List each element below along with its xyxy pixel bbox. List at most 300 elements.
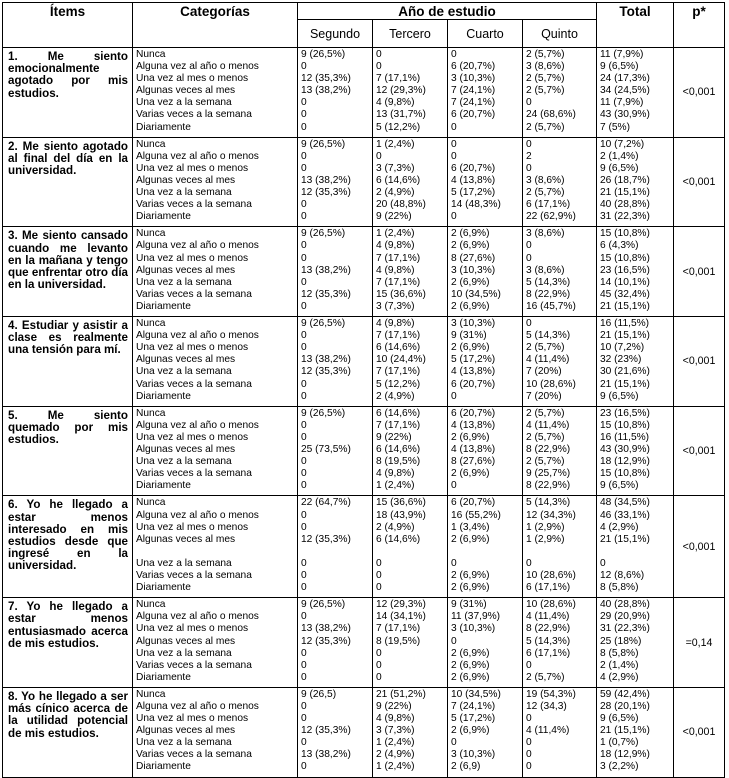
total-cell <box>597 496 674 598</box>
tercero-value: 3 (7,3%) <box>376 300 415 312</box>
segundo-value: 0 <box>301 761 307 773</box>
tercero-value: 1 (2,4%) <box>376 761 415 773</box>
tercero-value: 1 (2,4%) <box>376 138 415 150</box>
category-value: Alguna vez al año o menos <box>136 150 259 162</box>
quinto-value: 12 (34,3) <box>526 701 567 713</box>
quinto-value: 0 <box>526 138 532 150</box>
quinto-value: 12 (34,3%) <box>526 509 576 521</box>
segundo-cell <box>298 227 373 317</box>
quinto-value: 22 (62,9%) <box>526 211 576 223</box>
tercero-value: 7 (17,1%) <box>376 366 421 378</box>
tercero-value: 2 (4,9%) <box>376 390 415 402</box>
total-cell <box>597 687 674 777</box>
segundo-value: 12 (35,3%) <box>301 73 351 85</box>
quinto-value: 0 <box>526 659 532 671</box>
tercero-cell <box>373 496 448 598</box>
category-cell <box>133 687 298 777</box>
quinto-value: 3 (8,6%) <box>526 61 565 73</box>
p-value: <0,001 <box>674 406 725 496</box>
segundo-cell <box>298 598 373 688</box>
cuarto-cell <box>448 48 523 138</box>
total-value: 24 (17,3%) <box>600 73 650 85</box>
segundo-value: 0 <box>301 378 307 390</box>
total-value: 26 (18,7%) <box>600 174 650 186</box>
cuarto-value: 2 (6,9%) <box>451 431 490 443</box>
cuarto-value: 8 (27,6%) <box>451 252 496 264</box>
quinto-value: 2 <box>526 150 532 162</box>
tercero-value: 5 (12,2%) <box>376 121 421 133</box>
category-value: Una vez a la semana <box>136 187 232 199</box>
tercero-value: 5 (12,2%) <box>376 378 421 390</box>
total-value: 6 (4,3%) <box>600 240 639 252</box>
tercero-value: 18 (43,9%) <box>376 509 426 521</box>
item-text: 5. Me siento quemado por mis estudios. <box>3 406 133 496</box>
tercero-value: 7 (17,1%) <box>376 330 421 342</box>
segundo-value: 0 <box>301 521 307 533</box>
total-value: 9 (6,5%) <box>600 61 639 73</box>
quinto-value: 2 (5,7%) <box>526 85 565 97</box>
segundo-value: 0 <box>301 611 307 623</box>
total-value: 11 (7,9%) <box>600 97 644 109</box>
total-value: 0 <box>600 557 606 569</box>
cuarto-value: 3 (10,3%) <box>451 749 496 761</box>
cuarto-value: 0 <box>451 635 457 647</box>
cuarto-value: 10 (34,5%) <box>451 688 501 700</box>
tercero-value: 0 <box>376 150 382 162</box>
quinto-value: 8 (22,9%) <box>526 480 571 492</box>
p-value: <0,001 <box>674 496 725 598</box>
segundo-value: 0 <box>301 480 307 492</box>
quinto-value: 2 (5,7%) <box>526 456 565 468</box>
cuarto-value: 4 (13,8%) <box>451 419 496 431</box>
segundo-value: 0 <box>301 570 307 581</box>
quinto-value: 0 <box>526 749 532 761</box>
table-row <box>3 227 725 317</box>
total-cell <box>597 137 674 227</box>
cuarto-cell <box>448 598 523 688</box>
tercero-value: 10 (24,4%) <box>376 354 426 366</box>
category-value: Una vez a la semana <box>136 456 232 468</box>
category-value: Una vez a la semana <box>136 97 232 109</box>
segundo-value: 9 (26,5%) <box>301 138 346 150</box>
segundo-value: 0 <box>301 252 307 264</box>
total-value: 18 (12,9%) <box>600 749 650 761</box>
segundo-cell <box>298 48 373 138</box>
quinto-value: 0 <box>526 318 532 330</box>
segundo-value: 0 <box>301 468 307 480</box>
category-value: Alguna vez al año o menos <box>136 240 259 252</box>
total-value: 25 (18%) <box>600 635 642 647</box>
segundo-value: 9 (26,5%) <box>301 228 346 240</box>
total-value: 21 (15,1%) <box>600 187 650 199</box>
tercero-cell <box>373 317 448 407</box>
segundo-value: 0 <box>301 109 307 121</box>
quinto-value: 5 (14,3%) <box>526 276 571 288</box>
total-value: 1 (0,7%) <box>600 737 639 749</box>
category-value: Algunas veces al mes <box>136 725 236 737</box>
item-text: 4. Estudiar y asistir a clase es realmente una tensión para mí. <box>3 317 133 407</box>
total-value: 15 (10,8%) <box>600 419 650 431</box>
item-text: 3. Me siento cansado cuando me levanto en la mañana y tengo que enfrentar otro día en la universidad. <box>3 227 133 317</box>
quinto-value: 7 (20%) <box>526 390 562 402</box>
category-value: Diariamente <box>136 480 191 492</box>
cuarto-value: 6 (20,7%) <box>451 61 496 73</box>
cuarto-value: 2 (6,9%) <box>451 240 490 252</box>
cuarto-value: 5 (17,2%) <box>451 354 496 366</box>
quinto-value: 8 (22,9%) <box>526 623 571 635</box>
segundo-value: 0 <box>301 390 307 402</box>
total-value: 31 (22,3%) <box>600 623 650 635</box>
tercero-value: 0 <box>376 570 382 581</box>
total-value: 43 (30,9%) <box>600 444 650 456</box>
quinto-value: 2 (5,7%) <box>526 49 565 60</box>
cuarto-value: 6 (20,7%) <box>451 497 496 509</box>
category-value: Una vez a la semana <box>136 366 232 378</box>
segundo-value: 0 <box>301 737 307 749</box>
segundo-value: 0 <box>301 121 307 133</box>
category-value: Varias veces a la semana <box>136 749 252 761</box>
header-year-segundo: Segundo <box>298 20 373 48</box>
cuarto-value: 3 (10,3%) <box>451 264 496 276</box>
tercero-value: 20 (48,8%) <box>376 199 426 211</box>
tercero-value: 9 (22%) <box>376 211 412 223</box>
category-value: Una vez al mes o menos <box>136 521 249 533</box>
cuarto-value: 6 (20,7%) <box>451 407 496 419</box>
total-value: 9 (6,5%) <box>600 713 639 725</box>
quinto-value: 7 (20%) <box>526 366 562 378</box>
total-value: 16 (11,5%) <box>600 431 650 443</box>
segundo-value: 0 <box>301 330 307 342</box>
tercero-cell <box>373 227 448 317</box>
p-value: <0,001 <box>674 687 725 777</box>
tercero-value: 7 (17,1%) <box>376 252 421 264</box>
category-value: Una vez al mes o menos <box>136 713 249 725</box>
tercero-value: 3 (7,3%) <box>376 725 415 737</box>
tercero-value: 21 (51,2%) <box>376 688 426 700</box>
segundo-value: 25 (73,5%) <box>301 444 351 456</box>
total-value: 28 (20,1%) <box>600 701 650 713</box>
total-value: 21 (15,1%) <box>600 533 650 545</box>
segundo-value: 0 <box>301 61 307 73</box>
tercero-value: 1 (2,4%) <box>376 737 415 749</box>
tercero-value: 4 (9,8%) <box>376 318 415 330</box>
quinto-value: 4 (11,4%) <box>526 725 570 737</box>
quinto-value: 0 <box>526 713 532 725</box>
cuarto-value: 0 <box>451 737 457 749</box>
segundo-value: 13 (38,2%) <box>301 623 351 635</box>
total-value: 23 (16,5%) <box>600 407 650 419</box>
quinto-value: 2 (5,7%) <box>526 671 565 683</box>
cuarto-value: 9 (31%) <box>451 599 487 611</box>
table-row <box>3 496 725 598</box>
tercero-value: 4 (9,8%) <box>376 264 415 276</box>
category-value: Alguna vez al año o menos <box>136 611 259 623</box>
table-row <box>3 48 725 138</box>
quinto-value: 2 (5,7%) <box>526 73 565 85</box>
tercero-value: 6 (14,6%) <box>376 174 421 186</box>
item-text: 1. Me siento emocionalmente agotado por mis estudios. <box>3 48 133 138</box>
category-value: Varias veces a la semana <box>136 570 252 581</box>
tercero-value: 0 <box>376 671 382 683</box>
quinto-value: 1 (2,9%) <box>526 521 565 533</box>
cuarto-value: 2 (6,9) <box>451 761 481 773</box>
segundo-cell <box>298 687 373 777</box>
tercero-cell <box>373 598 448 688</box>
item-text: 6. Yo he llegado a estar menos interesado en mis estudios desde que ingresé en la universidad. <box>3 496 133 598</box>
segundo-value: 9 (26,5%) <box>301 49 346 60</box>
total-value: 48 (34,5%) <box>600 497 650 509</box>
category-value: Algunas veces al mes <box>136 85 236 97</box>
category-cell <box>133 406 298 496</box>
segundo-cell <box>298 496 373 598</box>
total-value: 8 (5,8%) <box>600 647 639 659</box>
cuarto-value: 3 (10,3%) <box>451 623 496 635</box>
total-value: 10 (7,2%) <box>600 342 645 354</box>
quinto-value: 10 (28,6%) <box>526 599 576 611</box>
cuarto-value: 0 <box>451 49 457 60</box>
category-value: Diariamente <box>136 390 191 402</box>
segundo-value: 0 <box>301 582 307 594</box>
total-value: 9 (6,5%) <box>600 480 639 492</box>
quinto-value: 0 <box>526 557 532 569</box>
total-value: 7 (5%) <box>600 121 631 133</box>
cuarto-value: 2 (6,9%) <box>451 468 490 480</box>
tercero-value: 6 (14,6%) <box>376 342 421 354</box>
tercero-value: 9 (22%) <box>376 701 412 713</box>
category-value: Algunas veces al mes <box>136 635 236 647</box>
category-value: Nunca <box>136 228 166 240</box>
p-value: =0,14 <box>674 598 725 688</box>
total-value: 34 (24,5%) <box>600 85 650 97</box>
tercero-cell <box>373 687 448 777</box>
cuarto-value: 4 (13,8%) <box>451 366 496 378</box>
category-value: Diariamente <box>136 761 191 773</box>
total-value: 45 (32,4%) <box>600 288 650 300</box>
tercero-value: 7 (17,1%) <box>376 623 421 635</box>
tercero-cell <box>373 137 448 227</box>
category-value: Nunca <box>136 49 166 60</box>
category-value: Diariamente <box>136 671 191 683</box>
cuarto-cell <box>448 317 523 407</box>
category-value: Algunas veces al mes <box>136 354 236 366</box>
category-value: Una vez a la semana <box>136 647 232 659</box>
cuarto-value: 2 (6,9%) <box>451 647 490 659</box>
header-year-tercero: Tercero <box>373 20 448 48</box>
cuarto-value: 1 (3,4%) <box>451 521 490 533</box>
quinto-value: 5 (14,3%) <box>526 330 571 342</box>
cuarto-value: 2 (6,9%) <box>451 582 490 594</box>
header-categories: Categorías <box>133 3 298 48</box>
cuarto-value: 2 (6,9%) <box>451 671 490 683</box>
total-value: 2 (1,4%) <box>600 659 639 671</box>
total-value: 15 (10,8%) <box>600 228 650 240</box>
quinto-value: 19 (54,3%) <box>526 688 576 700</box>
category-cell <box>133 317 298 407</box>
category-value: Algunas veces al mes <box>136 533 236 545</box>
quinto-cell <box>523 598 597 688</box>
category-value: Una vez al mes o menos <box>136 431 249 443</box>
segundo-value: 0 <box>301 456 307 468</box>
cuarto-value: 2 (6,9%) <box>451 276 490 288</box>
segundo-value: 0 <box>301 150 307 162</box>
category-value: Alguna vez al año o menos <box>136 61 259 73</box>
category-value: Nunca <box>136 407 166 419</box>
quinto-value: 0 <box>526 737 532 749</box>
quinto-cell <box>523 137 597 227</box>
segundo-value: 0 <box>301 300 307 312</box>
total-value: 32 (23%) <box>600 354 642 366</box>
total-value: 3 (2,2%) <box>600 761 639 773</box>
quinto-value <box>526 546 594 558</box>
cuarto-value: 3 (10,3%) <box>451 73 496 85</box>
cuarto-value: 2 (6,9%) <box>451 342 490 354</box>
tercero-value: 0 <box>376 647 382 659</box>
quinto-value: 0 <box>526 252 532 264</box>
quinto-value: 6 (17,1%) <box>526 647 571 659</box>
segundo-value: 0 <box>301 431 307 443</box>
tercero-value: 15 (36,6%) <box>376 497 426 509</box>
cuarto-value: 7 (24,1%) <box>451 701 496 713</box>
category-value: Una vez a la semana <box>136 557 232 569</box>
cuarto-value: 0 <box>451 150 457 162</box>
quinto-value: 6 (17,1%) <box>526 582 571 594</box>
category-value: Diariamente <box>136 300 191 312</box>
cuarto-value: 0 <box>451 211 457 223</box>
tercero-value: 3 (7,3%) <box>376 162 415 174</box>
segundo-value: 12 (35,3%) <box>301 288 351 300</box>
cuarto-cell <box>448 496 523 598</box>
header-year: Año de estudio <box>298 3 597 20</box>
total-value: 43 (30,9%) <box>600 109 650 121</box>
total-value: 11 (7,9%) <box>600 49 644 60</box>
total-value: 4 (2,9%) <box>600 521 639 533</box>
quinto-value: 4 (11,4%) <box>526 611 570 623</box>
category-value: Alguna vez al año o menos <box>136 701 259 713</box>
tercero-value: 8 (19,5%) <box>376 456 421 468</box>
category-value: Diariamente <box>136 582 191 594</box>
category-value: Una vez a la semana <box>136 737 232 749</box>
category-value: Una vez al mes o menos <box>136 162 249 174</box>
segundo-cell <box>298 137 373 227</box>
cuarto-value: 0 <box>451 390 457 402</box>
cuarto-value: 4 (13,8%) <box>451 444 496 456</box>
quinto-value: 5 (14,3%) <box>526 635 571 647</box>
quinto-value: 0 <box>526 761 532 773</box>
tercero-value: 2 (4,9%) <box>376 749 415 761</box>
total-value: 31 (22,3%) <box>600 211 650 223</box>
category-value: Una vez al mes o menos <box>136 342 249 354</box>
segundo-cell <box>298 317 373 407</box>
cuarto-value: 5 (17,2%) <box>451 187 496 199</box>
segundo-value: 0 <box>301 97 307 109</box>
category-cell <box>133 227 298 317</box>
tercero-value: 0 <box>376 557 382 569</box>
segundo-value: 12 (35,3%) <box>301 187 351 199</box>
total-value: 8 (5,8%) <box>600 582 639 594</box>
category-value: Una vez al mes o menos <box>136 252 249 264</box>
cuarto-value: 2 (6,9%) <box>451 533 490 545</box>
cuarto-value: 14 (48,3%) <box>451 199 501 211</box>
quinto-value: 16 (45,7%) <box>526 300 576 312</box>
total-value: 21 (15,1%) <box>600 300 650 312</box>
item-text: 7. Yo he llegado a estar menos entusiasmado acerca de mis estudios. <box>3 598 133 688</box>
total-value <box>600 546 671 558</box>
segundo-value <box>301 546 370 558</box>
tercero-cell <box>373 48 448 138</box>
cuarto-value: 16 (55,2%) <box>451 509 501 521</box>
quinto-cell <box>523 687 597 777</box>
category-cell <box>133 48 298 138</box>
tercero-value: 2 (4,9%) <box>376 521 415 533</box>
tercero-value: 4 (9,8%) <box>376 240 415 252</box>
category-value: Alguna vez al año o menos <box>136 330 259 342</box>
quinto-value: 2 (5,7%) <box>526 187 565 199</box>
header-row <box>3 3 725 20</box>
cuarto-value: 2 (6,9%) <box>451 659 490 671</box>
table-body <box>3 48 725 778</box>
total-cell <box>597 48 674 138</box>
segundo-value: 0 <box>301 199 307 211</box>
tercero-value: 7 (17,1%) <box>376 73 421 85</box>
quinto-value: 8 (22,9%) <box>526 444 571 456</box>
cuarto-value: 11 (37,9%) <box>451 611 501 623</box>
cuarto-value: 10 (34,5%) <box>451 288 501 300</box>
quinto-value: 2 (5,7%) <box>526 431 565 443</box>
cuarto-value: 7 (24,1%) <box>451 85 496 97</box>
cuarto-value: 6 (20,7%) <box>451 109 496 121</box>
quinto-value: 0 <box>526 162 532 174</box>
quinto-value: 6 (17,1%) <box>526 199 571 211</box>
tercero-value: 0 <box>376 659 382 671</box>
quinto-value: 2 (5,7%) <box>526 121 565 133</box>
quinto-value: 9 (25,7%) <box>526 468 571 480</box>
quinto-value: 2 (5,7%) <box>526 407 565 419</box>
cuarto-cell <box>448 137 523 227</box>
table-row <box>3 137 725 227</box>
quinto-cell <box>523 317 597 407</box>
total-value: 16 (11,5%) <box>600 318 650 330</box>
total-value: 18 (12,9%) <box>600 456 650 468</box>
segundo-value: 9 (26,5%) <box>301 407 346 419</box>
header-year-quinto: Quinto <box>523 20 597 48</box>
segundo-value: 9 (26,5) <box>301 688 337 700</box>
segundo-value: 13 (38,2%) <box>301 264 351 276</box>
total-value: 40 (28,8%) <box>600 599 650 611</box>
cuarto-value: 7 (24,1%) <box>451 97 496 109</box>
category-value: Varias veces a la semana <box>136 378 252 390</box>
tercero-value: 15 (36,6%) <box>376 288 426 300</box>
quinto-value: 3 (8,6%) <box>526 264 565 276</box>
quinto-value: 0 <box>526 97 532 109</box>
total-value: 15 (10,8%) <box>600 468 650 480</box>
results-table <box>2 2 725 778</box>
cuarto-value: 2 (6,9%) <box>451 725 490 737</box>
quinto-value: 3 (8,6%) <box>526 174 565 186</box>
category-value: Algunas veces al mes <box>136 174 236 186</box>
tercero-value: 1 (2,4%) <box>376 228 415 240</box>
total-value: 12 (8,6%) <box>600 570 645 581</box>
total-value: 2 (1,4%) <box>600 150 639 162</box>
quinto-value: 5 (14,3%) <box>526 497 571 509</box>
tercero-value: 12 (29,3%) <box>376 599 426 611</box>
segundo-value: 0 <box>301 240 307 252</box>
category-value: Diariamente <box>136 121 191 133</box>
category-value: Diariamente <box>136 211 191 223</box>
total-value: 4 (2,9%) <box>600 671 639 683</box>
cuarto-value <box>451 546 520 558</box>
cuarto-value: 2 (6,9%) <box>451 570 490 581</box>
quinto-value: 3 (8,6%) <box>526 228 565 240</box>
